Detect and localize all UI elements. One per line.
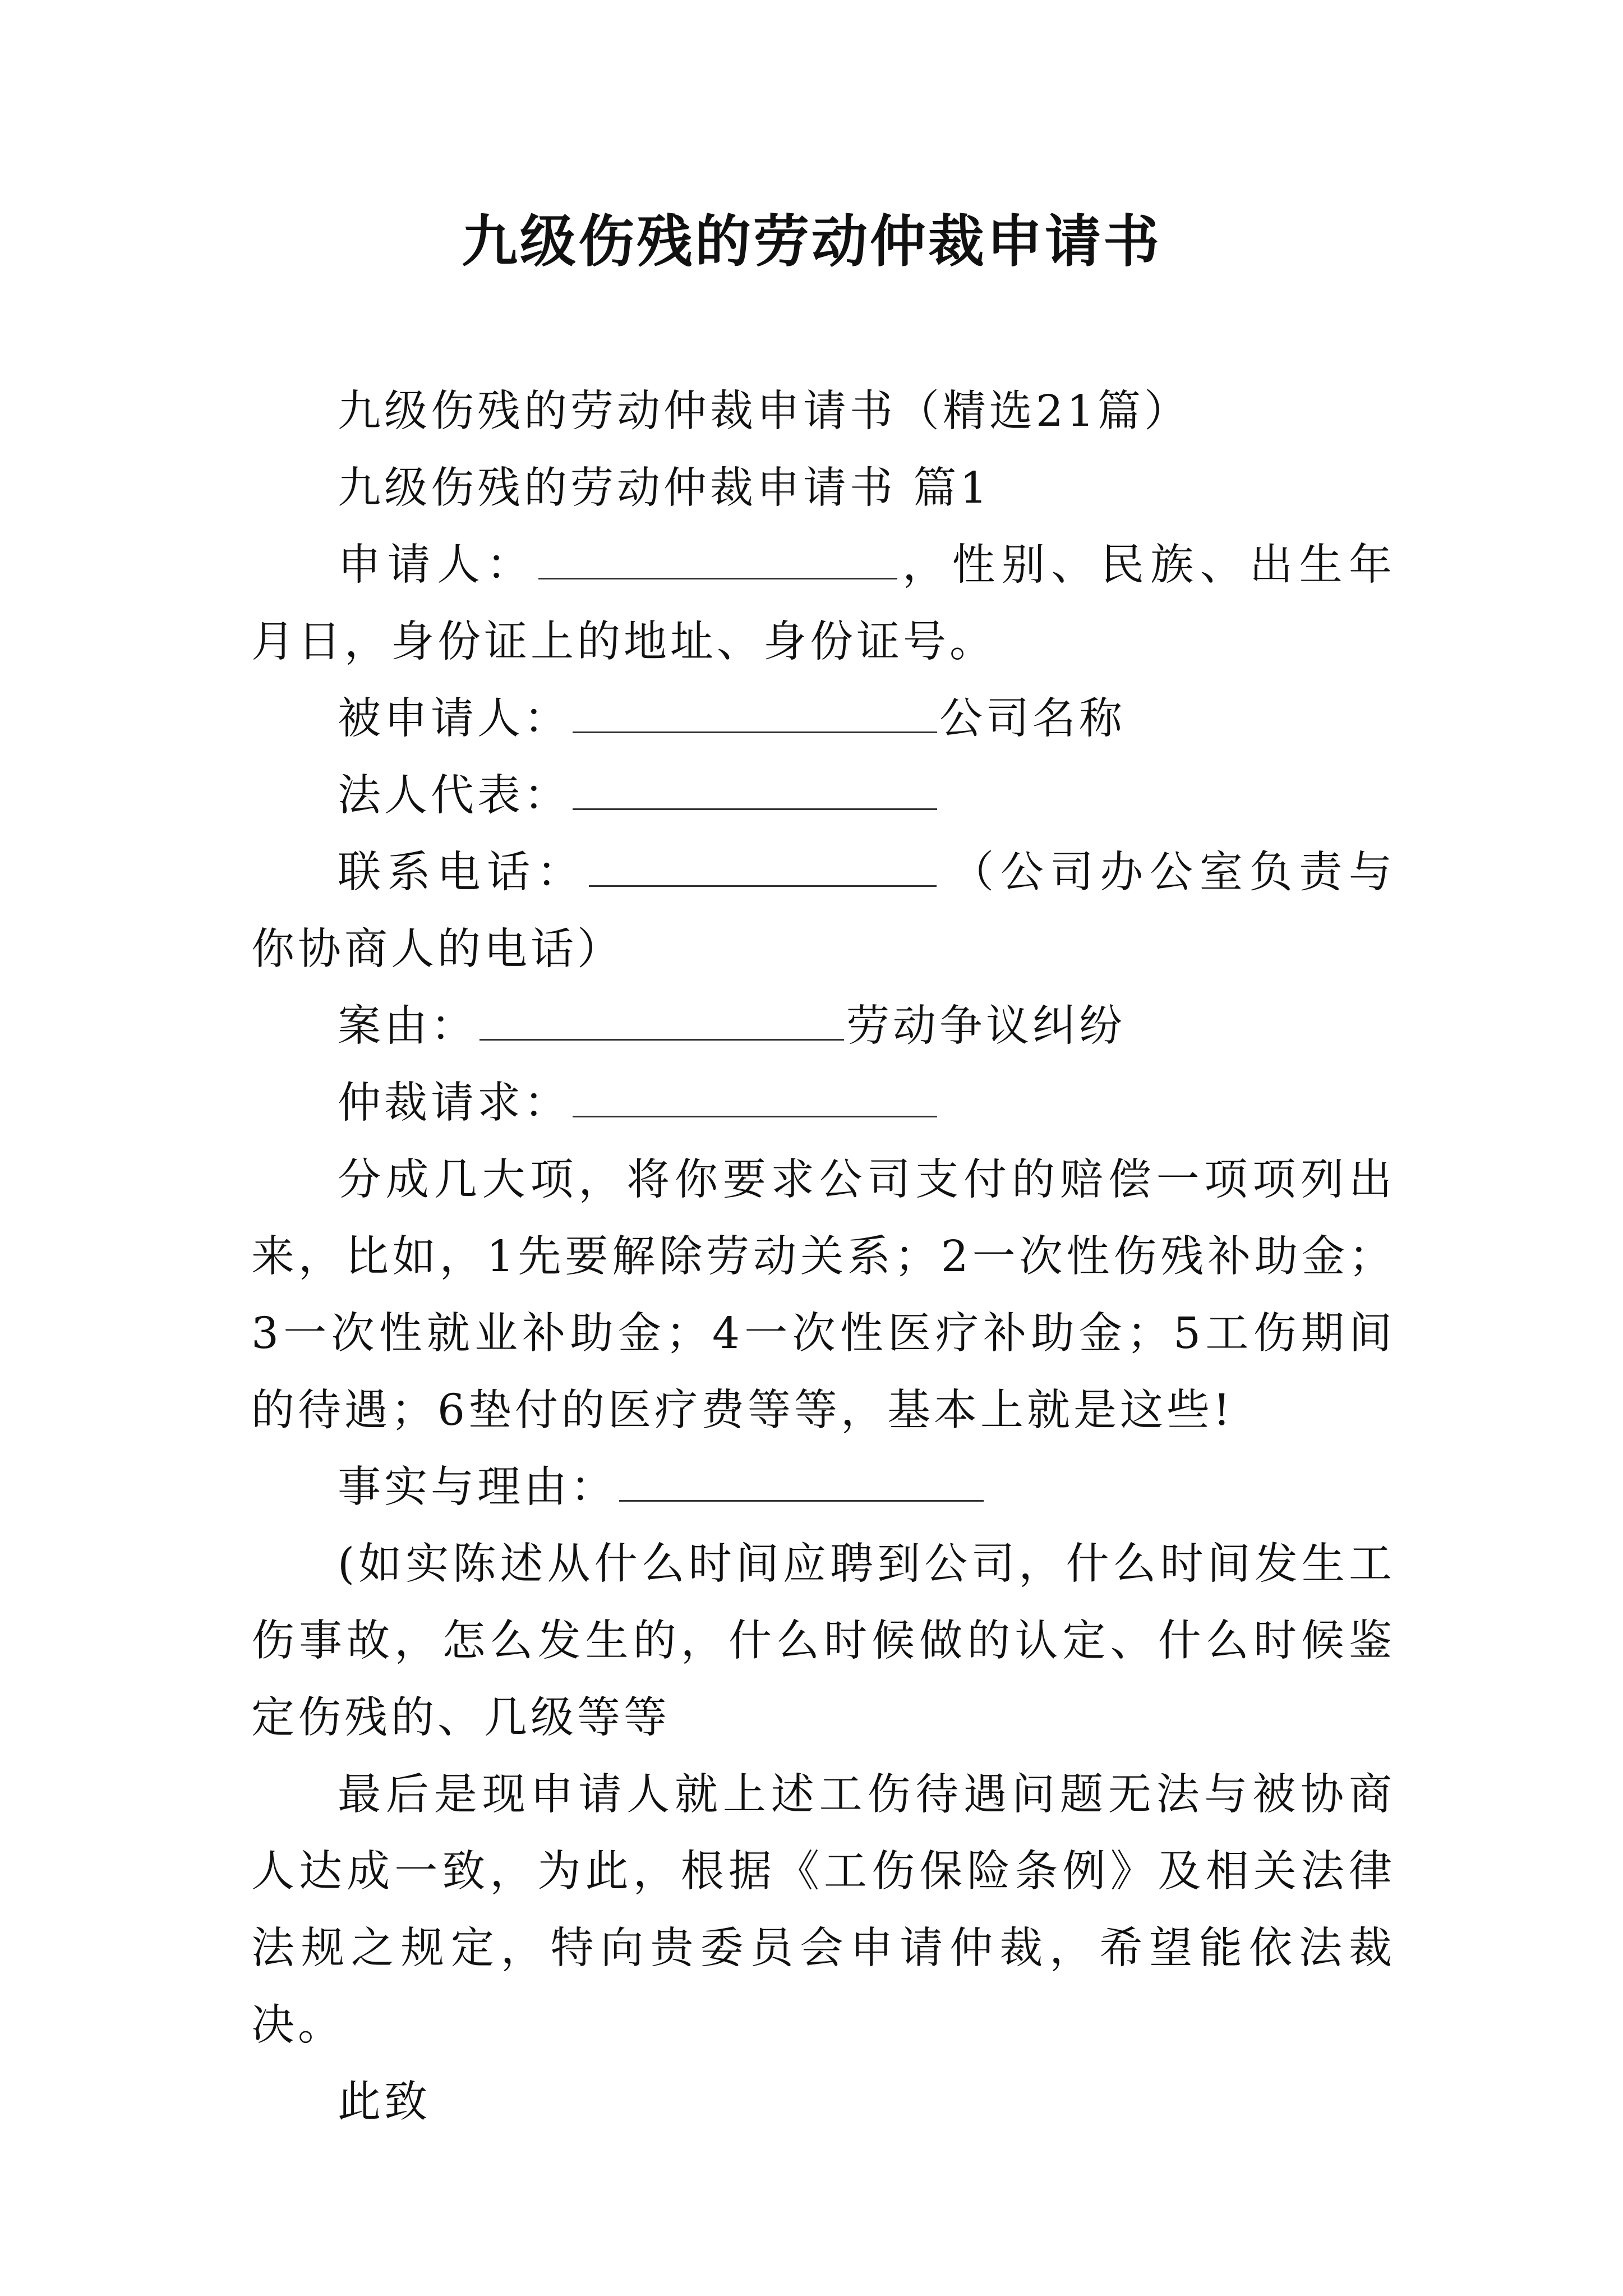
respondent-suffix: 公司名称 [939,694,1126,744]
facts-line [251,1449,1395,1526]
respondent-line [251,680,1395,757]
conclusion-paragraph: 最后是现申请人就上述工伤待遇问题无法与被协商人达成一致，为此，根据《工伤保险条例》及相关法律法规之规定，特向贵委员会申请仲裁，希望能依法裁决。 [251,1770,1395,2050]
respondent-label: 被申请人： [338,694,570,744]
request-detail: 分成几大项，将你要求公司支付的赔偿一项项列出来，比如，1先要解除劳动关系；2一次性伤残补助金；3一次性就业补助金；4一次性医疗补助金；5工伤期间的待遇；6垫付的医疗费等等，基本上就是这些! [251,1155,1395,1435]
applicant-label: 申请人： [338,540,536,590]
respondent-blank [573,697,937,733]
intro-line: 九级伤残的劳动仲裁申请书（精选21篇） [338,386,1191,436]
legal-rep-label: 法人代表： [338,771,570,821]
document-title: 九级伤残的劳动仲裁申请书 [462,208,1161,274]
applicant-paragraph [251,527,1395,680]
phone-suffix: （公司办公室负责与你协商人的电话） [251,848,1396,974]
request-line [251,1065,1395,1142]
facts-label: 事实与理由： [338,1462,617,1512]
case-blank [479,1004,844,1041]
facts-detail: (如实陈述从什么时间应聘到公司，什么时间发生工伤事故，怎么发生的，什么时候做的认定、什么时候鉴定伤残的、几级等等 [251,1539,1395,1743]
facts-blank [619,1465,984,1502]
case-line [251,988,1395,1065]
section-heading: 九级伤残的劳动仲裁申请书 篇1 [338,463,991,513]
request-blank [573,1081,937,1117]
case-label: 案由： [338,1001,477,1051]
applicant-rest: ，性别、民族、出生年月日，身份证上的地址、身份证号。 [251,540,1396,667]
legal-rep-line [251,757,1395,834]
case-suffix: 劳动争议纠纷 [846,1001,1126,1051]
legal-rep-blank [573,774,937,810]
document-body [251,373,1395,2141]
request-label: 仲裁请求： [338,1078,570,1128]
phone-blank [589,850,937,887]
phone-label: 联系电话： [338,848,587,898]
phone-paragraph [251,834,1395,988]
closing-line: 此致 [338,2077,431,2127]
applicant-blank [538,543,897,579]
